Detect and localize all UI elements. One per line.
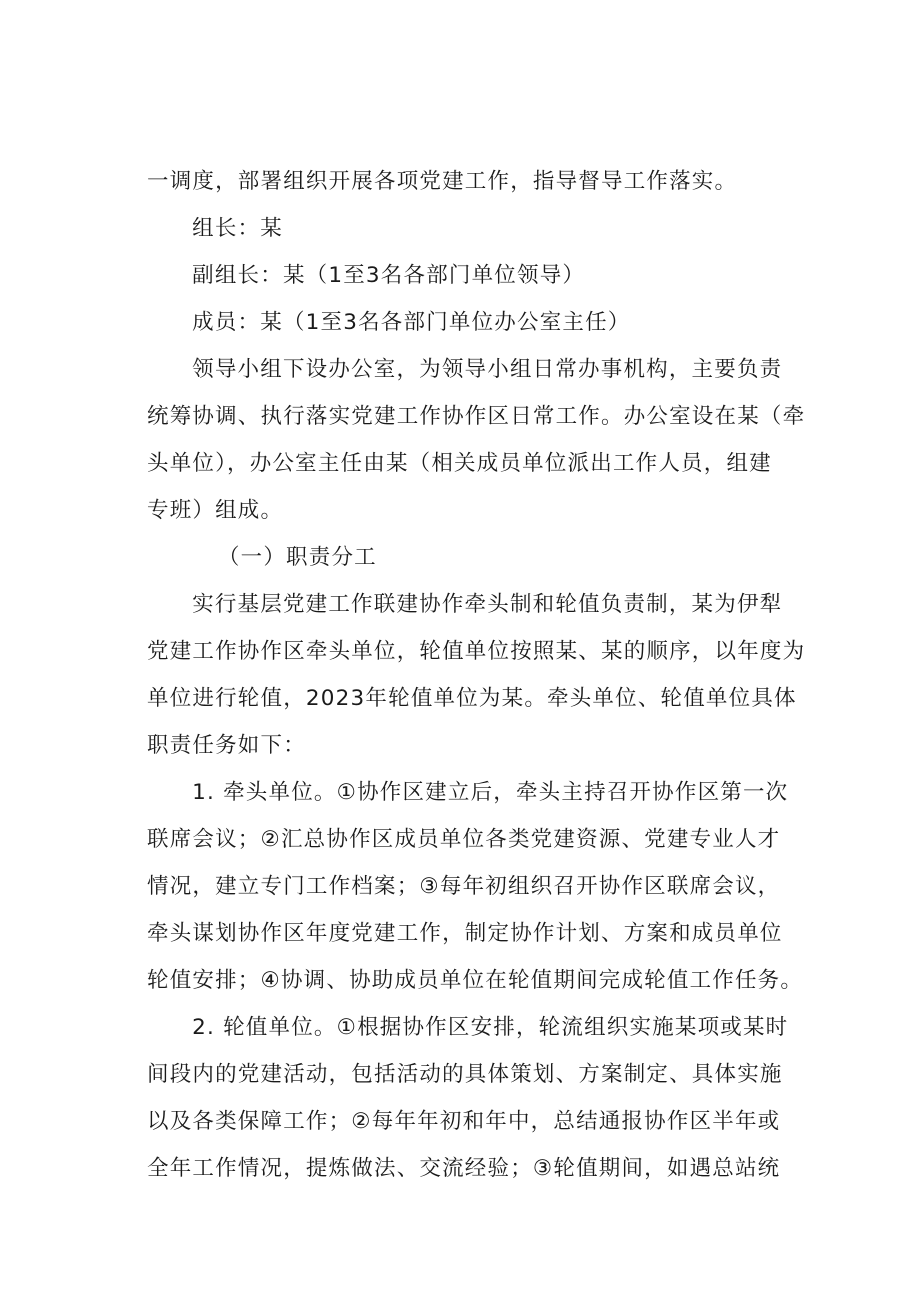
text-line: 头单位），办公室主任由某（相关成员单位派出工作人员，组建 [147,451,772,476]
text-line: 专班）组成。 [147,498,284,523]
document-body [147,158,817,1192]
section-heading [147,534,817,581]
text-line: 统筹协调、执行落实党建工作协作区日常工作。办公室设在某（牵 [147,404,806,429]
text-line: 实行基层党建工作联建协作牵头制和轮值负责制，某为伊犁 [192,592,783,617]
text-line: 以及各类保障工作；②每年年初和年中，总结通报协作区半年或 [147,1109,781,1134]
text-line: 全年工作情况，提炼做法、交流经验；③轮值期间，如遇总站统 [147,1156,781,1181]
text-line: 情况，建立专门工作档案；③每年初组织召开协作区联席会议， [147,874,781,899]
text-line: 党建工作协作区牵头单位，轮值单位按照某、某的顺序，以年度为 [147,639,806,664]
text-line: 副组长：某（1至3名各部门单位领导） [192,263,586,288]
text-line: 轮值安排；④协调、协助成员单位在轮值期间完成轮值工作任务。 [147,968,804,993]
paragraph-deputy-leader [147,252,817,299]
text-line: 领导小组下设办公室，为领导小组日常办事机构，主要负责 [192,357,783,382]
text-line: 一调度，部署组织开展各项党建工作，指导督导工作落实。 [147,169,738,194]
paragraph-continuation [147,158,817,205]
text-line: 间段内的党建活动，包括活动的具体策划、方案制定、具体实施 [147,1062,783,1087]
paragraph-responsibility [147,581,817,769]
text-line: 联席会议；②汇总协作区成员单位各类党建资源、党建专业人才 [147,827,781,852]
text-line: 成员：某（1至3名各部门单位办公室主任） [192,310,631,335]
text-line: 牵头谋划协作区年度党建工作，制定协作计划、方案和成员单位 [147,921,783,946]
text-line: 单位进行轮值，2023年轮值单位为某。牵头单位、轮值单位具体 [147,686,797,711]
text-line: 2. 轮值单位。①根据协作区安排，轮流组织实施某项或某时 [192,1015,789,1040]
paragraph-lead-unit [147,769,817,1004]
paragraph-group-leader [147,205,817,252]
text-line: 1. 牵头单位。①协作区建立后，牵头主持召开协作区第一次 [192,780,789,805]
text-line: 组长：某 [192,216,283,241]
text-line: 职责任务如下： [147,733,306,758]
paragraph-members [147,299,817,346]
paragraph-rotating-unit [147,1004,817,1192]
text-line: （一）职责分工 [217,545,377,570]
paragraph-office [147,346,817,534]
